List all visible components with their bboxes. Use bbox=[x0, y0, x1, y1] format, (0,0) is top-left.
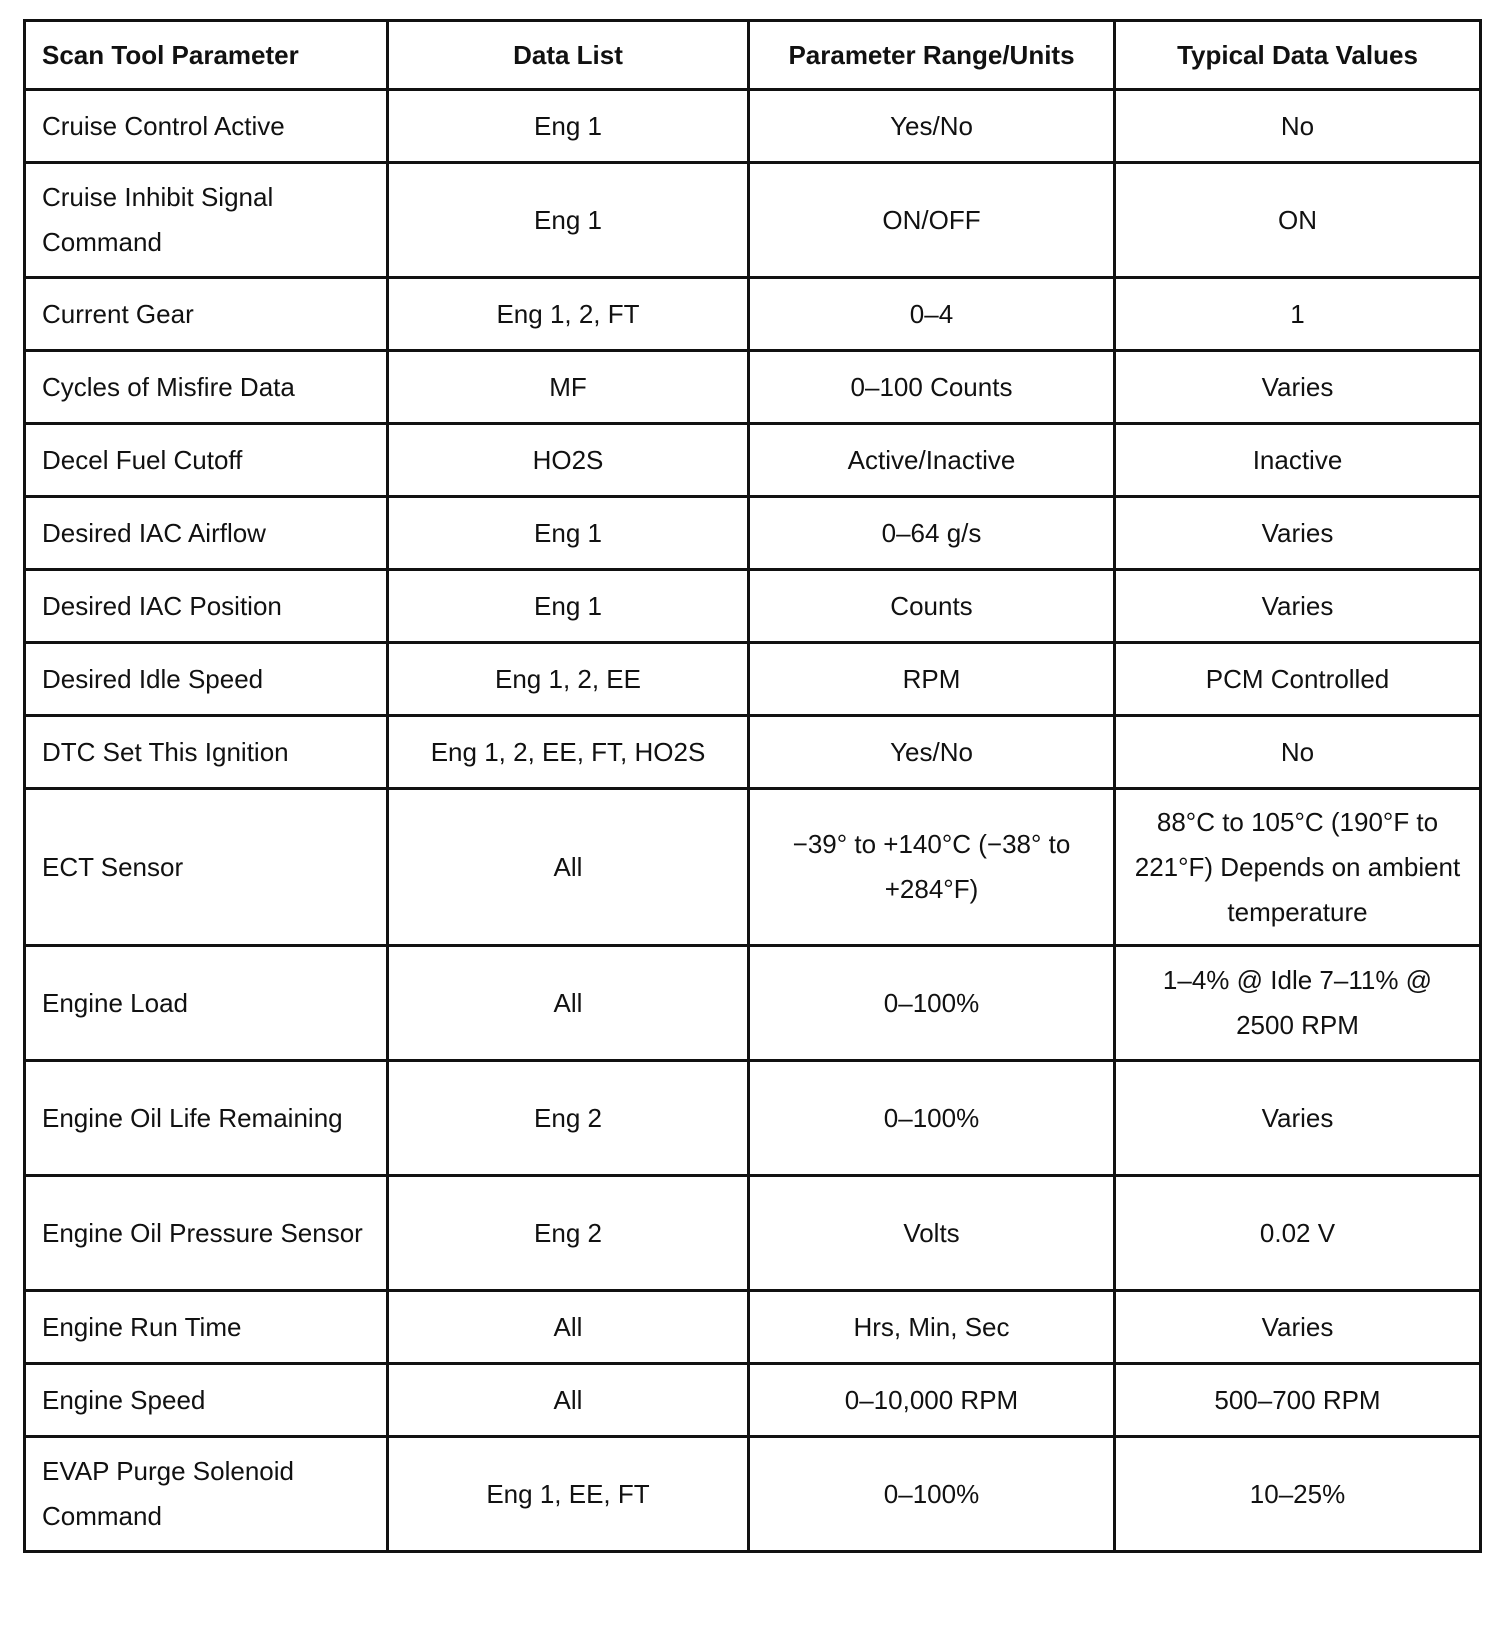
table-row bbox=[25, 1176, 1481, 1291]
data-list-cell: Eng 2 bbox=[388, 1061, 749, 1176]
parameter-cell: Cruise Control Active bbox=[25, 90, 388, 163]
data-list-cell: Eng 1 bbox=[388, 90, 749, 163]
range-cell: Yes/No bbox=[749, 716, 1115, 789]
parameter-cell: Decel Fuel Cutoff bbox=[25, 424, 388, 497]
header-row bbox=[25, 21, 1481, 90]
parameter-cell: Current Gear bbox=[25, 278, 388, 351]
range-cell: Active/Inactive bbox=[749, 424, 1115, 497]
data-list-cell: Eng 1, 2, FT bbox=[388, 278, 749, 351]
table-row bbox=[25, 789, 1481, 946]
parameter-cell: ECT Sensor bbox=[25, 789, 388, 946]
table-row bbox=[25, 946, 1481, 1061]
data-list-cell: Eng 1, EE, FT bbox=[388, 1437, 749, 1552]
data-list-cell: Eng 2 bbox=[388, 1176, 749, 1291]
parameter-cell: Desired IAC Position bbox=[25, 570, 388, 643]
parameter-cell: Engine Oil Pressure Sensor bbox=[25, 1176, 388, 1291]
table-row bbox=[25, 351, 1481, 424]
range-cell: 0–100% bbox=[749, 946, 1115, 1061]
header-parameter-range-units: Parameter Range/Units bbox=[749, 21, 1115, 90]
header-typical-data-values: Typical Data Values bbox=[1115, 21, 1481, 90]
data-list-cell: Eng 1 bbox=[388, 497, 749, 570]
scan-tool-data-table bbox=[23, 19, 1482, 1553]
parameter-cell: DTC Set This Ignition bbox=[25, 716, 388, 789]
typical-value-cell: 1–4% @ Idle 7–11% @ 2500 RPM bbox=[1115, 946, 1481, 1061]
range-cell: 0–4 bbox=[749, 278, 1115, 351]
data-list-cell: Eng 1 bbox=[388, 570, 749, 643]
table-row bbox=[25, 163, 1481, 278]
range-cell: Yes/No bbox=[749, 90, 1115, 163]
typical-value-cell: Varies bbox=[1115, 570, 1481, 643]
data-list-cell: All bbox=[388, 789, 749, 946]
table-row bbox=[25, 497, 1481, 570]
parameter-cell: Engine Speed bbox=[25, 1364, 388, 1437]
range-cell: Counts bbox=[749, 570, 1115, 643]
typical-value-cell: Varies bbox=[1115, 1291, 1481, 1364]
range-cell: Hrs, Min, Sec bbox=[749, 1291, 1115, 1364]
typical-value-cell: Inactive bbox=[1115, 424, 1481, 497]
table-row bbox=[25, 716, 1481, 789]
typical-value-cell: 0.02 V bbox=[1115, 1176, 1481, 1291]
header-scan-tool-parameter: Scan Tool Parameter bbox=[25, 21, 388, 90]
table-row bbox=[25, 1291, 1481, 1364]
range-cell: RPM bbox=[749, 643, 1115, 716]
data-list-cell: Eng 1 bbox=[388, 163, 749, 278]
data-list-cell: All bbox=[388, 1364, 749, 1437]
range-cell: Volts bbox=[749, 1176, 1115, 1291]
parameter-cell: Desired IAC Airflow bbox=[25, 497, 388, 570]
parameter-cell: Engine Oil Life Remaining bbox=[25, 1061, 388, 1176]
parameter-cell: Cycles of Misfire Data bbox=[25, 351, 388, 424]
parameter-cell: Engine Run Time bbox=[25, 1291, 388, 1364]
table-row bbox=[25, 570, 1481, 643]
data-list-cell: Eng 1, 2, EE bbox=[388, 643, 749, 716]
table-row bbox=[25, 643, 1481, 716]
header-data-list: Data List bbox=[388, 21, 749, 90]
typical-value-cell: No bbox=[1115, 716, 1481, 789]
data-list-cell: MF bbox=[388, 351, 749, 424]
range-cell: 0–100 Counts bbox=[749, 351, 1115, 424]
range-cell: 0–64 g/s bbox=[749, 497, 1115, 570]
data-list-cell: HO2S bbox=[388, 424, 749, 497]
typical-value-cell: Varies bbox=[1115, 1061, 1481, 1176]
parameter-cell: Cruise Inhibit Signal Command bbox=[25, 163, 388, 278]
parameter-cell: Engine Load bbox=[25, 946, 388, 1061]
range-cell: 0–10,000 RPM bbox=[749, 1364, 1115, 1437]
typical-value-cell: No bbox=[1115, 90, 1481, 163]
data-list-cell: Eng 1, 2, EE, FT, HO2S bbox=[388, 716, 749, 789]
parameter-cell: Desired Idle Speed bbox=[25, 643, 388, 716]
table-row bbox=[25, 1437, 1481, 1552]
typical-value-cell: 10–25% bbox=[1115, 1437, 1481, 1552]
data-list-cell: All bbox=[388, 1291, 749, 1364]
table-row bbox=[25, 1061, 1481, 1176]
data-list-cell: All bbox=[388, 946, 749, 1061]
table-row bbox=[25, 1364, 1481, 1437]
range-cell: −39° to +140°C (−38° to +284°F) bbox=[749, 789, 1115, 946]
table-row bbox=[25, 424, 1481, 497]
table-row bbox=[25, 278, 1481, 351]
typical-value-cell: 500–700 RPM bbox=[1115, 1364, 1481, 1437]
range-cell: 0–100% bbox=[749, 1061, 1115, 1176]
table-row bbox=[25, 90, 1481, 163]
typical-value-cell: 1 bbox=[1115, 278, 1481, 351]
range-cell: 0–100% bbox=[749, 1437, 1115, 1552]
typical-value-cell: Varies bbox=[1115, 351, 1481, 424]
typical-value-cell: PCM Controlled bbox=[1115, 643, 1481, 716]
parameter-cell: EVAP Purge Solenoid Command bbox=[25, 1437, 388, 1552]
typical-value-cell: Varies bbox=[1115, 497, 1481, 570]
range-cell: ON/OFF bbox=[749, 163, 1115, 278]
typical-value-cell: 88°C to 105°C (190°F to 221°F) Depends on ambient temperature bbox=[1115, 789, 1481, 946]
typical-value-cell: ON bbox=[1115, 163, 1481, 278]
